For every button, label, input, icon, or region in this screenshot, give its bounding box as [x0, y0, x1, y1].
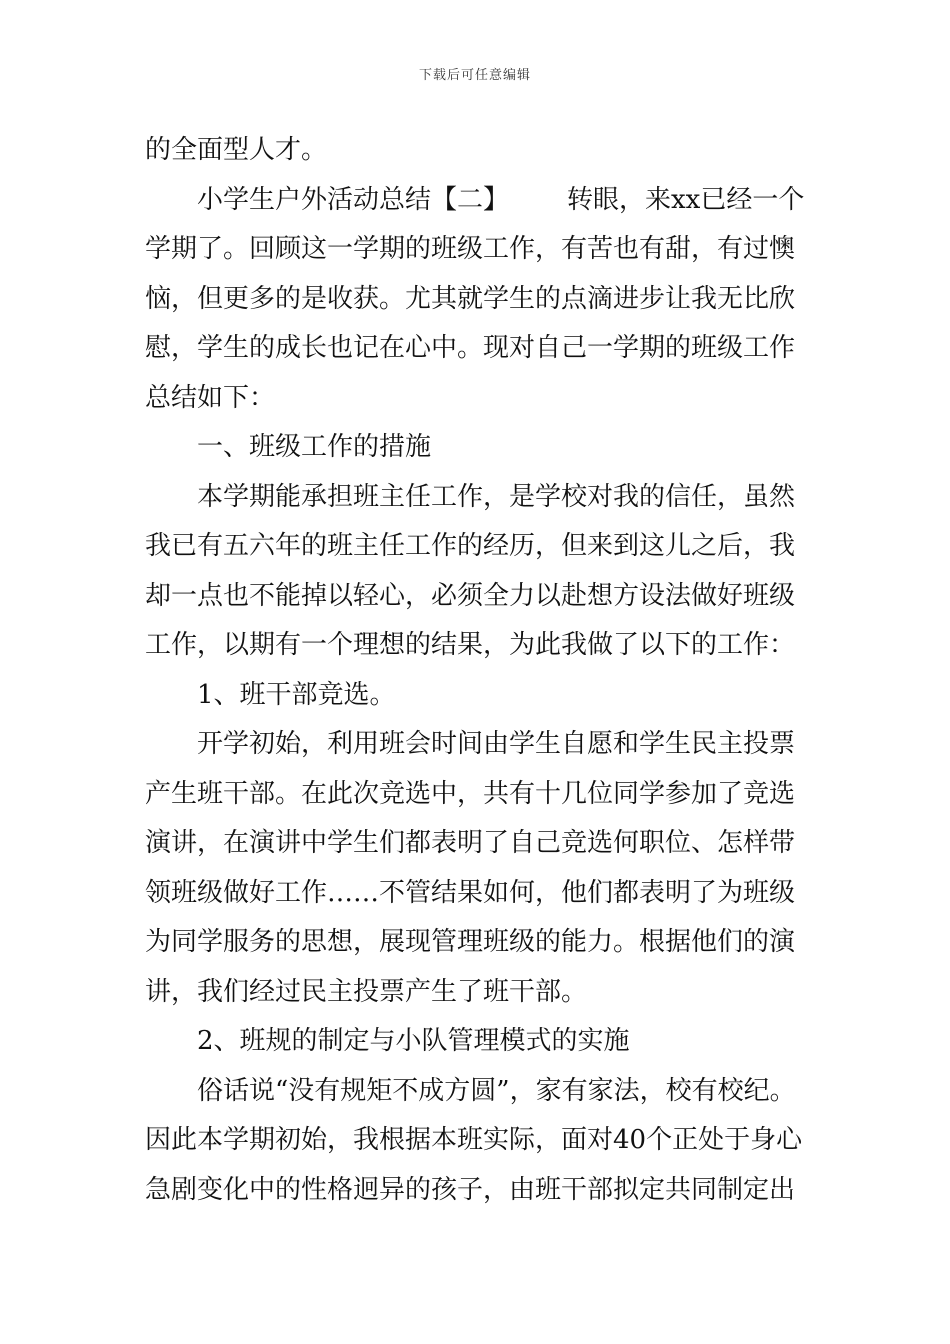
- paragraph-line: 为同学服务的思想，展现管理班级的能力。根据他们的演: [145, 927, 796, 957]
- subsection-heading: 2、班规的制定与小队管理模式的实施: [197, 1026, 630, 1056]
- paragraph-line: 慰，学生的成长也记在心中。现对自己一学期的班级工作: [145, 333, 796, 363]
- paragraph-line: 却一点也不能掉以轻心，必须全力以赴想方设法做好班级: [145, 580, 796, 611]
- paragraph-line: [145, 176, 825, 226]
- paragraph-line: 我已有五六年的班主任工作的经历，但来到这儿之后，我: [145, 531, 796, 561]
- page-header-note: 下载后可任意编辑: [418, 68, 531, 83]
- paragraph-line: 因此本学期初始，我根据本班实际，面对40个正处于身心: [145, 1125, 803, 1155]
- paragraph-line: 讲，我们经过民主投票产生了班干部。: [145, 976, 588, 1007]
- paragraph-line: 恼，但更多的是收获。尤其就学生的点滴进步让我无比欣: [145, 283, 796, 314]
- document-body: [145, 126, 825, 1215]
- paragraph-start: 转眼，来xx已经一个: [567, 184, 805, 215]
- paragraph-line: 总结如下：: [145, 382, 276, 413]
- paragraph-line: 俗话说“没有规矩不成方圆”，家有家法，校有校纪。: [197, 1075, 796, 1106]
- section-title: 小学生户外活动总结【二】: [197, 184, 510, 215]
- section-heading: 一、班级工作的措施: [197, 432, 432, 462]
- paragraph-line: 开学初始，利用班会时间由学生自愿和学生民主投票: [197, 729, 796, 759]
- paragraph-line: 产生班干部。在此次竞选中，共有十几位同学参加了竞选: [145, 778, 796, 809]
- paragraph-line: 本学期能承担班主任工作，是学校对我的信任，虽然: [197, 481, 796, 512]
- paragraph-line: 演讲，在演讲中学生们都表明了自己竞选何职位、怎样带: [145, 828, 796, 858]
- paragraph-line: 急剧变化中的性格迥异的孩子，由班干部拟定共同制定出: [145, 1174, 796, 1205]
- paragraph-line: 的全面型人才。: [145, 135, 328, 165]
- paragraph-line: 工作，以期有一个理想的结果，为此我做了以下的工作：: [145, 630, 796, 660]
- paragraph-line: 领班级做好工作……不管结果如何，他们都表明了为班级: [145, 877, 796, 908]
- paragraph-line: 学期了。回顾这一学期的班级工作，有苦也有甜，有过懊: [145, 234, 796, 264]
- subsection-heading: 1、班干部竞选。: [197, 679, 396, 710]
